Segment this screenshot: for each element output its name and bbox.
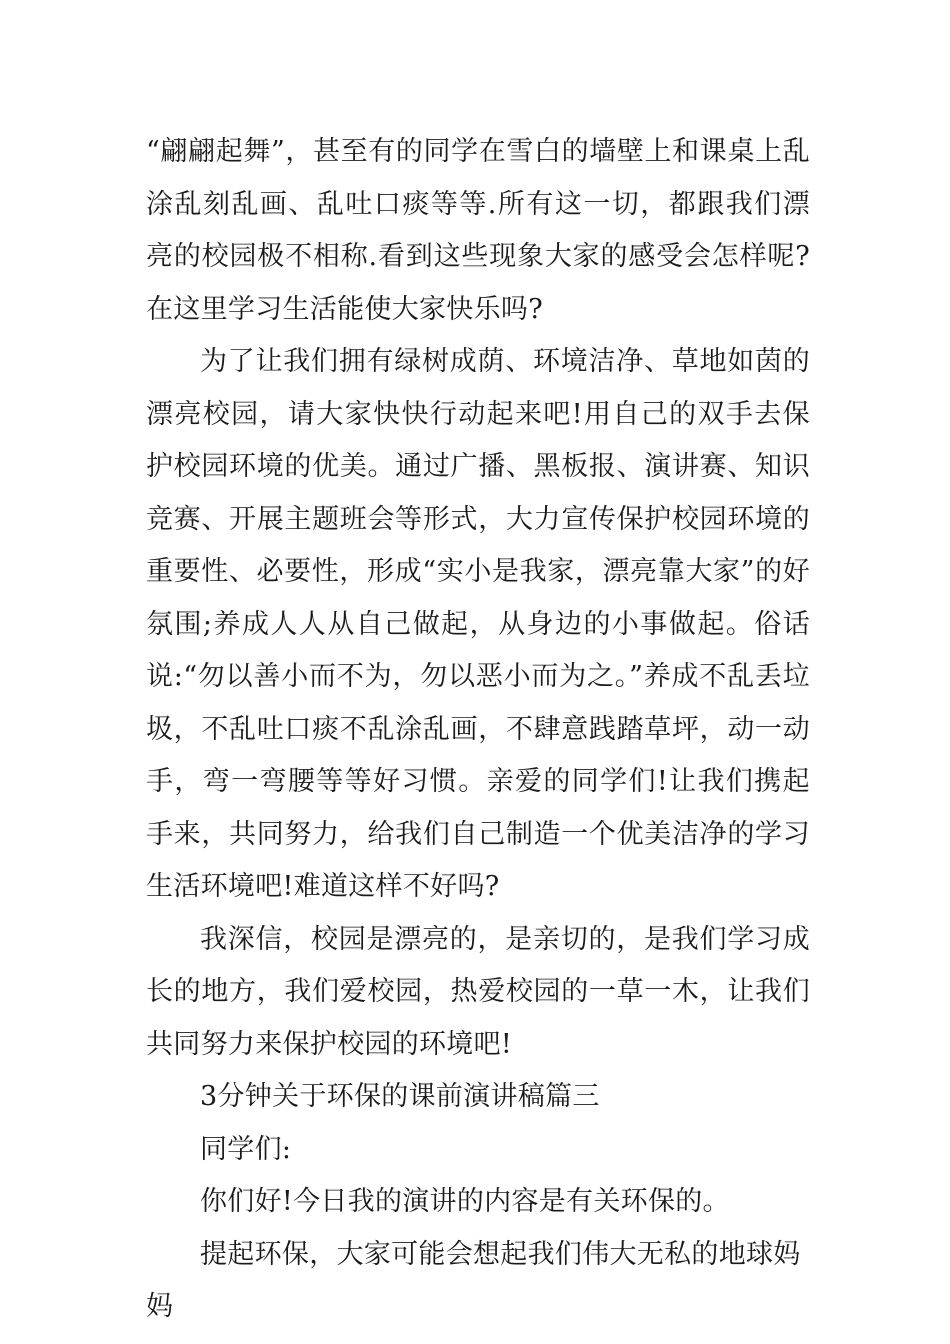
paragraph-start-line: 提起环保，大家可能会想起我们伟大无私的地球妈妈 (146, 1238, 801, 1322)
greeting-line: 同学们: (200, 1133, 292, 1165)
section-title: 3分钟关于环保的课前演讲稿篇三 (200, 1081, 600, 1112)
document-body (146, 126, 810, 1334)
paragraph-conclusion: 我深信，校园是漂亮的，是亲切的，是我们学习成长的地方，我们爱校园，热爱校园的一草一木，让我们共同努力来保护校园的环境吧! (146, 923, 810, 1060)
opening-line: 你们好!今日我的演讲的内容是有关环保的。 (200, 1186, 730, 1217)
paragraph-continued: “翩翩起舞”，甚至有的同学在雪白的墙壁上和课桌上乱涂乱刻乱画、乱吐口痰等等.所有这一切，都跟我们漂亮的校园极不相称.看到这些现象大家的感受会怎样呢?在这里学习生活能使大家快乐吗? (146, 136, 810, 325)
paragraph-action-call: 为了让我们拥有绿树成荫、环境洁净、草地如茵的漂亮校园，请大家快快行动起来吧!用自己的双手去保护校园环境的优美。通过广播、黑板报、演讲赛、知识竞赛、开展主题班会等形式，大力宣传保护校园环境的重要性、必要性，形成“实小是我家，漂亮靠大家”的好氛围;养成人人从自己做起，从身边的小事做起。俗话说:“勿以善小而不为，勿以恶小而为之。”养成不乱丢垃圾，不乱吐口痰不乱涂乱画，不肆意践踏草坪，动一动手，弯一弯腰等等好习惯。亲爱的同学们!让我们携起手来，共同努力，给我们自己制造一个优美洁净的学习生活环境吧!难道这样不好吗? (146, 346, 810, 902)
